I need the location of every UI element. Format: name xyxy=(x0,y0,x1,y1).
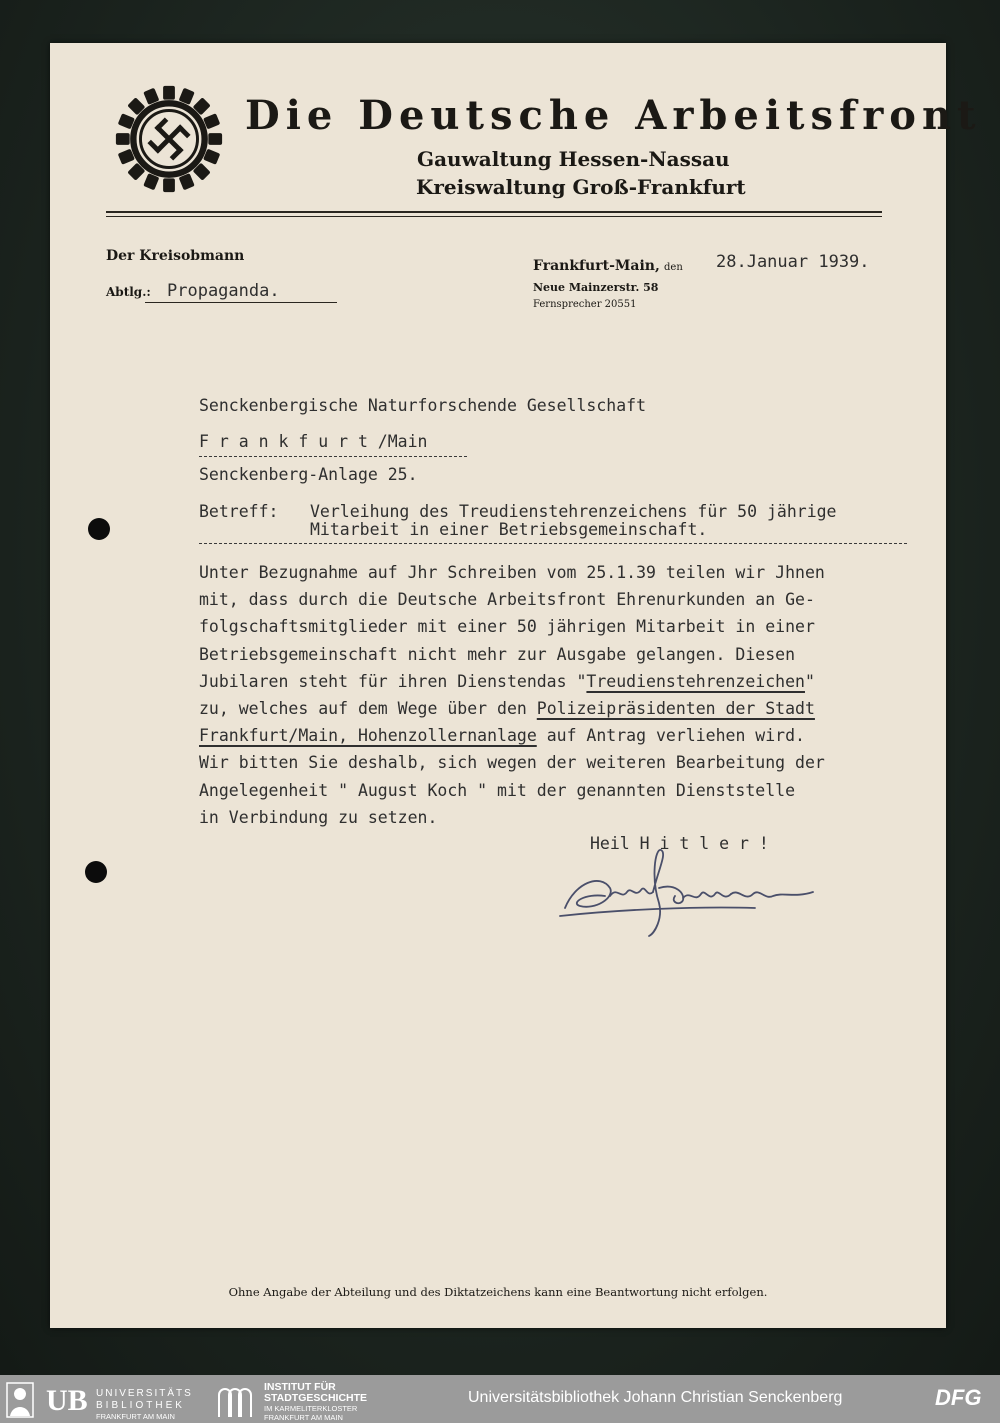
footer-note: Ohne Angabe der Abteilung und des Diktatzeichens kann eine Beantwortung nicht erfolgen. xyxy=(228,1285,768,1299)
letter-body xyxy=(199,559,919,831)
recipient-city-underline xyxy=(199,456,467,457)
department-label: Abtlg.: xyxy=(106,285,151,299)
body-line-10: in Verbindung zu setzen. xyxy=(199,807,438,827)
award-name-underlined: Treudienstehrenzeichen xyxy=(586,671,805,691)
body-line-8: Wir bitten Sie deshalb, sich wegen der weiteren Bearbeitung der xyxy=(199,753,825,773)
punch-hole-upper xyxy=(88,518,110,540)
police-address-underlined: Frankfurt/Main, Hohenzollernanlage xyxy=(199,726,537,746)
ub-line-3: FRANKFURT AM MAIN xyxy=(96,1412,175,1421)
gau-administration-line: Gauwaltung Hessen-Nassau xyxy=(417,147,730,171)
body-line-9: Angelegenheit " August Koch " mit der genannten Dienststelle xyxy=(199,780,796,800)
police-president-underlined: Polizeipräsidenten der Stadt xyxy=(536,698,815,718)
district-administration-line: Kreiswaltung Groß-Frankfurt xyxy=(416,175,746,199)
body-line-6 xyxy=(199,695,919,722)
sender-phone: Fernsprecher 20551 xyxy=(533,299,637,310)
letter-date: 28.Januar 1939. xyxy=(716,252,870,272)
body-line-7 xyxy=(199,722,919,749)
handwritten-signature xyxy=(555,848,825,938)
department-underline xyxy=(145,302,337,303)
body-line-5-end: " xyxy=(804,671,815,691)
subject-line-1: Verleihung des Treudienstehrenzeichens für 50 jährige xyxy=(310,502,837,521)
sender-title: Der Kreisobmann xyxy=(106,248,245,264)
library-name: Universitätsbibliothek Johann Christian Senckenberg xyxy=(468,1389,843,1406)
sender-street: Neue Mainzerstr. 58 xyxy=(533,281,659,294)
ub-line-2: BIBLIOTHEK xyxy=(96,1400,185,1411)
body-line-7-end: auf Antrag verliehen wird. xyxy=(536,726,805,746)
isg-line-3: IM KARMELITERKLOSTER xyxy=(264,1404,358,1413)
recipient-name: Senckenbergische Naturforschende Gesellschaft xyxy=(199,396,647,415)
date-den-label: den xyxy=(664,262,683,273)
body-line-2: mit, dass durch die Deutsche Arbeitsfront Ehrenurkunden an Ge- xyxy=(199,590,815,610)
subject-label: Betreff: xyxy=(199,502,279,521)
closing-salutation: Heil H i t l e r ! xyxy=(590,834,769,853)
isg-line-4: FRANKFURT AM MAIN xyxy=(264,1413,343,1422)
department-value: Propaganda. xyxy=(167,281,280,301)
dfg-logo: DFG xyxy=(935,1385,982,1410)
letterhead-rule-bottom xyxy=(106,216,882,217)
body-line-5 xyxy=(199,668,919,695)
isg-line-2: STADTGESCHICHTE xyxy=(264,1392,368,1404)
ub-logo-text: UB xyxy=(46,1384,88,1417)
isg-arches-icon xyxy=(215,1381,255,1419)
recipient-street: Senckenberg-Anlage 25. xyxy=(199,465,418,484)
isg-line-1: INSTITUT FÜR xyxy=(264,1381,336,1393)
body-line-6-start: zu, welches auf dem Wege über den xyxy=(199,698,537,718)
sender-city: Frankfurt-Main, xyxy=(533,258,660,274)
punch-hole-lower xyxy=(85,861,107,883)
body-line-4: Betriebsgemeinschaft nicht mehr zur Ausgabe gelangen. Diesen xyxy=(199,644,796,664)
ub-line-1: UNIVERSITÄTS xyxy=(96,1388,193,1399)
gear-emblem-logo xyxy=(110,80,228,198)
letterhead-rule-top xyxy=(106,211,882,213)
recipient-city: F r a n k f u r t /Main xyxy=(199,432,428,451)
body-line-3: folgschaftsmitglieder mit einer 50 jährigen Mitarbeit in einer xyxy=(199,617,815,637)
subject-underline xyxy=(199,543,907,544)
org-name-heading: Die Deutsche Arbeitsfront xyxy=(245,92,982,139)
body-line-5-start: Jubilaren steht für ihren Dienstendas " xyxy=(199,671,587,691)
body-line-1: Unter Bezugnahme auf Jhr Schreiben vom 25.1.39 teilen wir Jhnen xyxy=(199,563,825,582)
subject-line-2: Mitarbeit in einer Betriebsgemeinschaft. xyxy=(310,520,708,539)
ub-portrait-icon xyxy=(6,1382,34,1418)
